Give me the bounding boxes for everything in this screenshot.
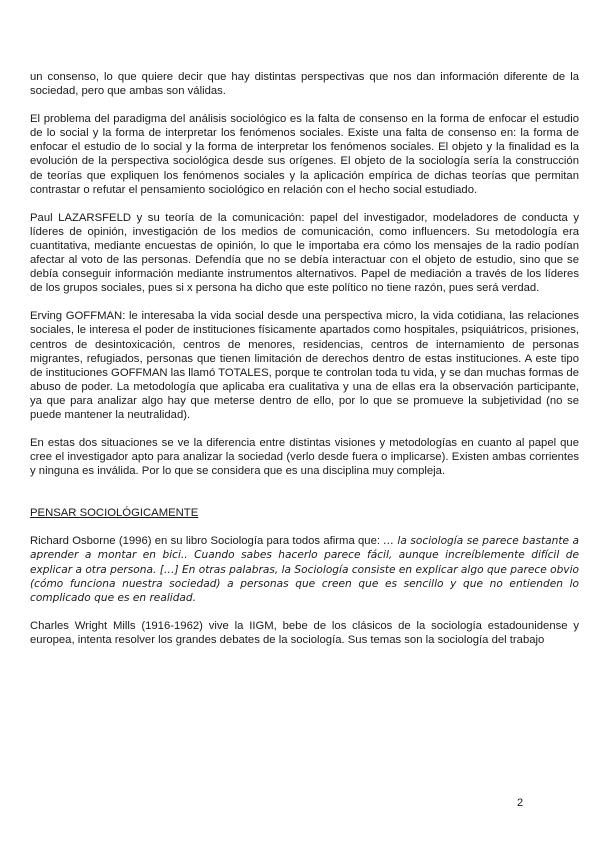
paragraph-lazarsfeld: Paul LAZARSFELD y su teoría de la comunicación: papel del investigador, modeladores de conducta y líderes de opinión, investigación de los medios de comunicación, como influencers. Su metodología era cuantitativa, mediante encuestas de opinión, lo que le importaba era cómo los mensajes de la radio podían afectar al voto de las personas. Defendía que no se debía interactuar con el objeto de estudio, sino que se debía conseguir información mediante instrumentos alternativos. Papel de mediación a través de los líderes de los grupos sociales, pues si x persona ha dicho que este político no tiene razón, pues será verdad. (30, 211, 579, 295)
paragraph-paradigma: El problema del paradigma del análisis sociológico es la falta de consenso en la forma de enfocar el estudio de lo social y la forma de interpretar los fenómenos sociales. Existe una falta de consenso en: la forma de enfocar el estudio de lo social y la forma de interpretar los fenómenos sociales. El objeto y la finalidad es la evolución de la perspectiva sociológica desde sus orígenes. El objeto de la sociología sería la construcción de teorías que expliquen los fenómenos sociales y la aplicación empírica de dichas teorías que permitan contrastar o refutar el pensamiento sociológico en relación con el hecho social estudiado. (30, 113, 579, 196)
osborne-quote: … la sociología se parece bastante a aprender a montar en bici.. Cuando sabes hacerlo parece fácil, aunque increíblemente difícil de explicar a otra persona. […] En otras palabras, la Sociología consiste en explicar algo que parece obvio (cómo funciona nuestra sociedad) a personas que creen que es sencillo y que no entienden lo complicado que es en realidad. (30, 535, 580, 604)
paragraph-goffman: Erving GOFFMAN: le interesaba la vida social desde una perspectiva micro, la vida cotidiana, las relaciones sociales, le interesa el poder de instituciones físicamente apartados como hospitales, psiquiátricos, prisiones, centros de desintoxicación, centros de menores, residencias, centros de internamiento de personas migrantes, refugiados, personas que tienen limitación de derechos dentro de estas instituciones. A este tipo de instituciones GOFFMAN las llamó TOTALES, porque te controlan toda tu vida, y se dan muchas formas de abuso de poder. La metodología que aplicaba era cualitativa y una de ellas era la observación participante, ya que para analizar algo hay que meterse dentro de ello, por lo que se promueve la subjetividad (no se puede mantener la neutralidad). (30, 310, 579, 421)
paragraph-mills: Charles Wright Mills (1916-1962) vive la IIGM, bebe de los clásicos de la sociología estadounidense y europea, intenta resolver los grandes debates de la sociología. Sus temas son la sociología del trabajo (30, 619, 579, 646)
section-heading: PENSAR SOCIOLÓGICAMENTE (30, 507, 199, 520)
document-page (30, 70, 579, 647)
paragraph-comparacion: En estas dos situaciones se ve la diferencia entre distintas visiones y metodologías en cuanto al papel que cree el investigador apto para analizar la sociedad (verlo desde fuera o implicarse). Existen ambas corrientes y ninguna es inválida. Por lo que se considera que es una disciplina muy compleja. (30, 437, 579, 478)
paragraph-osborne (30, 534, 579, 604)
paragraph-consenso: un consenso, lo que quiere decir que hay distintas perspectivas que nos dan información diferente de la sociedad, pero que ambas son válidas. (30, 71, 579, 98)
page-number: 2 (517, 797, 524, 809)
osborne-lead: Richard Osborne (1996) en su libro Sociología para todos afirma que: (30, 535, 384, 548)
